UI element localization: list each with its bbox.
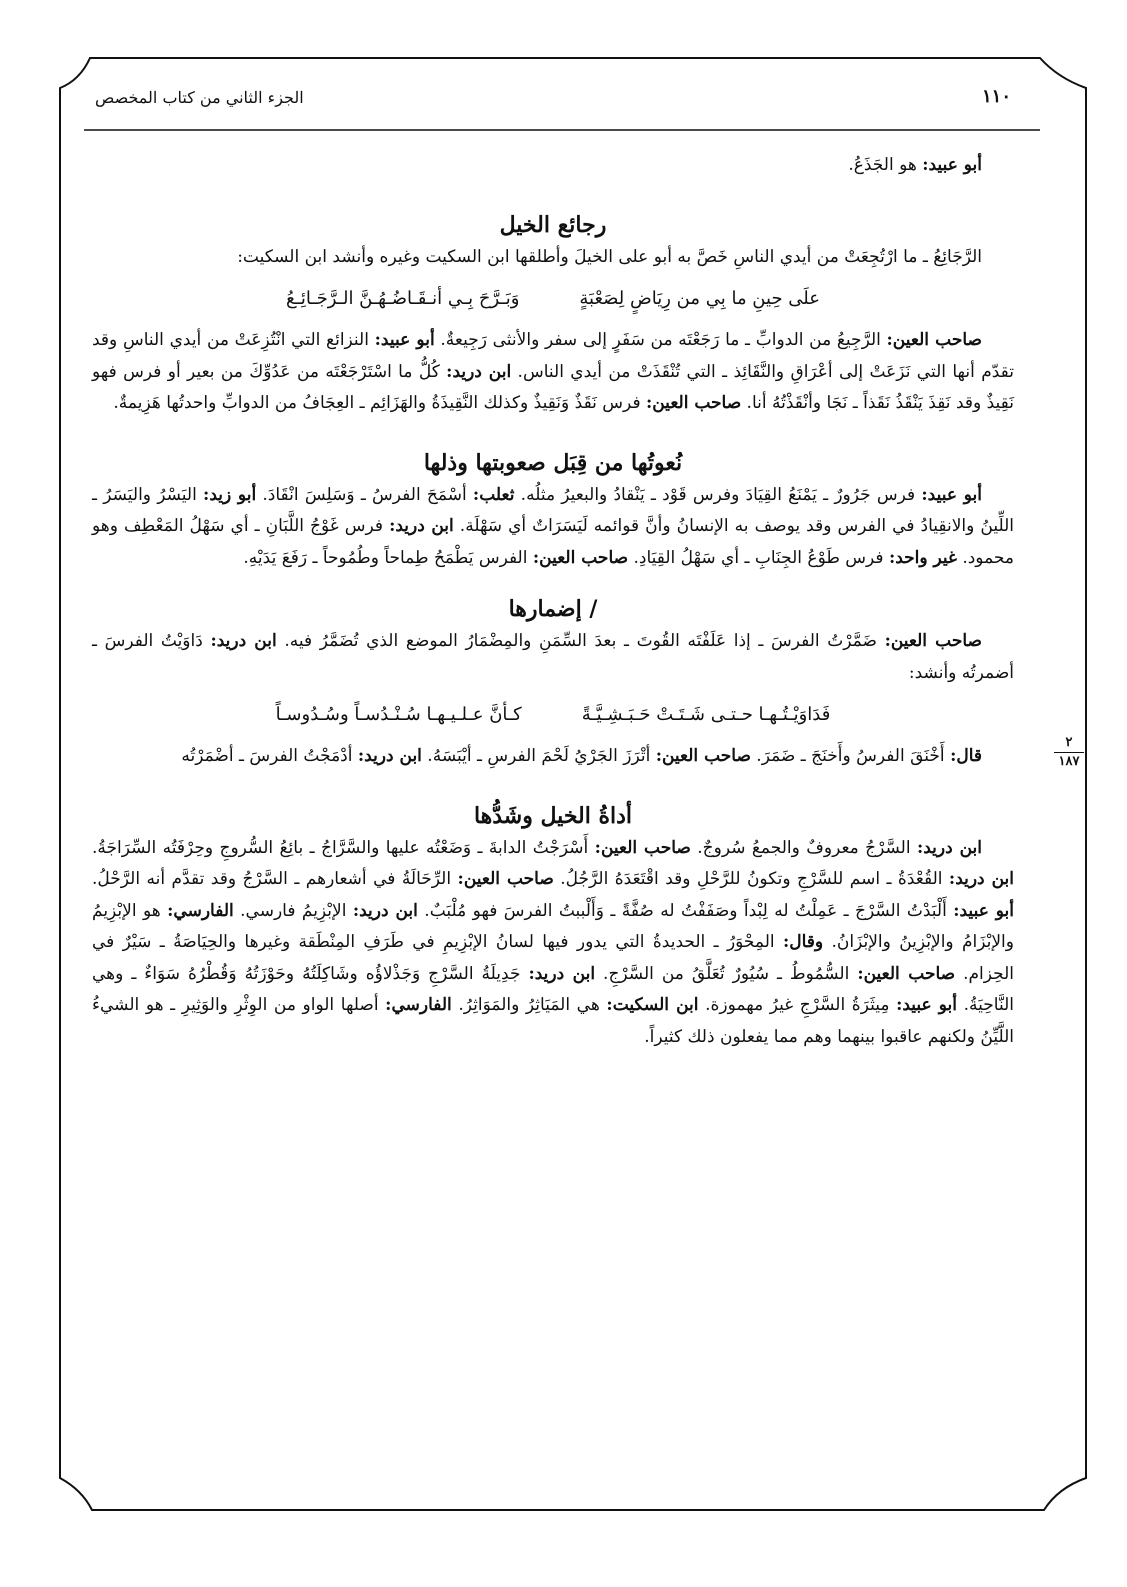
- verse-hemistich-second: كـأنَّ عـلـيـهـا سُـنْـدُسـاً وسُـدُوسـاً: [275, 704, 522, 725]
- paragraph-text: أَخْنَقَ الفرسُ وأَخنَجَ ـ ضَمَرَ.: [750, 746, 951, 766]
- margin-folio-note: [1052, 736, 1086, 769]
- section-heading-idmar: / إضمارها: [508, 596, 598, 622]
- speaker-label: ابن السكيت:: [606, 995, 699, 1015]
- speaker-label: صاحب العين:: [884, 631, 982, 651]
- speaker-label: أبو عبيد:: [374, 330, 435, 350]
- paragraph-text: أَلْبَدْتُ السَّرْجَ ـ عَمِلْتُ له لِبْداً وصَفَفْتُ له صُفَّةً ـ وَأَلْببتُ الفرسَ فهو مُلْبَبٌ.: [417, 900, 954, 921]
- verse-hemistich-first: علَى حِينِ ما بِي من رِيَاضٍ لِصَعْبَةٍ: [579, 288, 820, 309]
- paragraph-text: ضَمَّرْتُ الفرسَ ـ إذا عَلَفْتَه القُوتَ ـ بعدَ السِّمَنِ والمِضْمَارُ الموضع الذي تُضَمَّرُ فيه.: [276, 631, 885, 651]
- paragraph-text: اليَسْرُ واليَسَرُ ـ اللِّينُ والانقِيادُ في الفرس وقد يوصف به الإنسانُ وأنَّ قوائمه لَيَسَرَاتٌ أي سَهْلَة.: [92, 484, 1015, 536]
- speaker-label: ابن دريد:: [352, 900, 418, 921]
- paragraph-text: أتْرَزَ الجَرْيُ لَحْمَ الفرسِ ـ أيْبَسَهُ.: [421, 746, 656, 766]
- section3-paragraph-2: [92, 741, 1014, 773]
- page-body: [92, 150, 1014, 1053]
- paragraph-text: المِحْوَرُ ـ الحديدةُ التي يدور فيها لسانُ الإبْزِيمِ في طَرَفِ المِنْطَقة وغيرها والحِيَاصَةُ ـ سَيْرٌ في الحِزام.: [92, 932, 1015, 984]
- paragraph-text: النزائع التي انْتُزِعَتْ من أيدي الناسِ وقد تقدّم أنها التي نَزَعَتْ إلى أعْرَاقِ والنَّقَائِذ ـ التي تُنْقَذَتْ من أيدي الناس.: [92, 330, 1014, 382]
- paragraph-text: أَسْرَجْتُ الدابةَ ـ وَضَعْتُه عليها والسَّرَّاجُ ـ بائِعُ السُّروجِ وحِرْفَتُه السِّرَاجَةُ.: [92, 837, 595, 858]
- speaker-label: ابن دريد:: [948, 869, 1014, 889]
- speaker-label: صاحب العين:: [645, 393, 742, 413]
- paragraph-text: الرَّجِيعُ من الدوابِّ ـ ما رَجَعْتَه من سَفَرٍ إلى سفر والأنثى رَجِيعةٌ.: [434, 330, 887, 350]
- speaker-label: قال:: [950, 746, 982, 766]
- paragraph-text: دَاوَيْتُ الفرسَ ـ أضمرتُه وأنشد:: [92, 631, 1014, 683]
- verse-line: [92, 699, 1014, 731]
- section1-paragraph-1: الرَّجَائِعُ ـ ما ارْتُجِعَتْ من أيدي الناسِ خَصَّ به أبو على الخيلَ وأطلقها ابن السكيت وغيره وأنشد ابن السكيت:: [237, 246, 982, 267]
- paragraph-text: فرس نَقَذٌ وَنَقِيذٌ وكذلك النَّقِيذَةُ والهَزَائِم ـ العِجَافُ من الدوابِّ واحدتُها هَزِيمةٌ.: [113, 393, 646, 413]
- speaker-label: صاحب العين:: [886, 330, 982, 350]
- section1-paragraph-2: [92, 325, 1014, 420]
- speaker-label: ابن دريد:: [528, 963, 596, 984]
- margin-note-rule: [1054, 752, 1084, 753]
- section2-paragraph: [92, 480, 1014, 575]
- paragraph-text: القُعْدَةُ ـ اسم للسَّرْجِ وتكونُ للرَّحْلِ وقد اقْتَعَدَهُ الرَّجُلُ.: [553, 869, 949, 889]
- margin-note-bottom: ١٨٧: [1058, 754, 1080, 769]
- speaker-label: صاحب العين:: [594, 837, 691, 858]
- paragraph-text: كُلُّ ما اسْتَرْجَعْتَه من عَدُوِّكَ من بعير أو فرس فهو نَقِيذٌ وقد نَقِذَ يَنْقَذُ نَقَذاً ـ نَجَا وأنْقَذْتُهُ أنا.: [92, 361, 1014, 413]
- paragraph-text: جَدِيلَةُ السَّرْجِ وَجَذْلاؤُه وشَاكِلَتُهُ وحَوْزَتُهُ وَقُطْرُهُ سَوَاءٌ ـ وهي النَّاحِيَةُ.: [92, 963, 1015, 1015]
- speaker-label: أبو عبيد:: [921, 484, 982, 505]
- speaker-label: ابن دريد:: [357, 746, 422, 766]
- paragraph-text: أصلها الواو من الوِثْرِ والوَثِيرِ ـ هو الشيءُ اللَّيِّنُ ولكنهم عاقبوا بينهما وهم مما يفعلون ذلك كثيراً.: [92, 995, 1014, 1047]
- section3-paragraph-1: [92, 626, 1014, 689]
- speaker-label: صاحب العين:: [655, 746, 751, 766]
- speaker-label: ابن دريد:: [210, 631, 277, 651]
- paragraph-text: فرس غَوْجُ اللَّبَانِ ـ أي سَهْلُ المَعْطِف وهو محمود.: [92, 516, 1014, 568]
- running-title: الجزء الثاني من كتاب المخصص: [95, 88, 304, 107]
- paragraph-text: هو الجَذَعُ.: [848, 155, 923, 175]
- speaker-label: الفارسي:: [385, 995, 452, 1015]
- paragraph-text: الفرس يَطْمَحُ طِماحاً وطُمُوحاً ـ رَفَعَ يَدَيْهِ.: [243, 547, 533, 568]
- paragraph-text: الإبْزِيمُ فارسي.: [233, 900, 353, 921]
- speaker-label: صاحب العين:: [457, 869, 554, 889]
- speaker-label: أبو عبيد:: [896, 995, 958, 1015]
- speaker-label: ابن دريد:: [446, 361, 512, 382]
- section-heading-adat: أداةُ الخيل وشَدُّها: [473, 802, 633, 829]
- paragraph-text: مِيثَرَةُ السَّرْجِ غيرُ مهموزة.: [698, 995, 897, 1015]
- speaker-label: صاحب العين:: [532, 547, 629, 568]
- verse-line: [92, 283, 1014, 315]
- intro-paragraph: [92, 150, 1014, 182]
- paragraph-text: السُّمُوطُ ـ سُيُورٌ تُعَلَّقُ من السَّرْجِ.: [595, 963, 858, 984]
- paragraph-text: أدْمَجْتُ الفرسَ ـ أضْمَرْتُه: [181, 746, 358, 766]
- paragraph-text: فرس طَوْعُ الجِنَابِ ـ أي سَهْلُ القِيَادِ.: [628, 547, 889, 568]
- paragraph-text: الرِّحَالَةُ في أشعارهم ـ السَّرْجُ وقد تقدَّم أنه الرَّحْلُ.: [92, 869, 458, 889]
- paragraph-text: هي المَيَاثِرُ والمَوَاثِرُ.: [451, 995, 607, 1015]
- speaker-label: ابن دريد:: [389, 516, 454, 536]
- speaker-label: غير واحد:: [888, 547, 957, 568]
- speaker-label: ابن دريد:: [916, 837, 983, 858]
- margin-note-top: ٢: [1065, 735, 1073, 750]
- section4-paragraph: [92, 833, 1014, 1054]
- paragraph-text: أسْمَحَ الفرسُ ـ وَسَلِسَ انْقَادَ.: [256, 484, 473, 505]
- verse-hemistich-second: وَبَـرَّحَ بِـي أنـقَـاضُـهُـنَّ الـرَّجَـائِـعُ: [286, 288, 520, 309]
- section-heading-nuoot: نُعوتُها من قِبَل صعوبتها وذلها: [423, 449, 683, 476]
- paragraph-text: هو الإبْزِيمُ والإبْزَامُ والإبْزِينُ والإبْزَانُ.: [92, 900, 1014, 952]
- speaker-label: ثعلب:: [472, 484, 515, 505]
- speaker-label: صاحب العين:: [857, 963, 956, 984]
- speaker-label: أبو عبيد:: [953, 900, 1014, 921]
- speaker-label: الفارسي:: [167, 900, 234, 921]
- section-heading-rajaie: رجائع الخيل: [499, 211, 607, 238]
- speaker-label: وقال:: [783, 932, 824, 952]
- paragraph-text: السَّرْجُ معروفٌ والجمعُ سُروجٌ.: [690, 837, 917, 858]
- paragraph-text: فرس جَرُورٌ ـ يَمْنَعُ القِيَادَ وفرس قَوْد ـ يَنْقادُ والبعيرُ مثلُه.: [514, 484, 922, 505]
- speaker-label: أبو زيد:: [203, 484, 257, 505]
- speaker-label: أبو عبيد:: [922, 155, 982, 175]
- page-number: ١١٠: [981, 86, 1011, 107]
- verse-hemistich-first: فَدَاوَيْـتُـهـا حـتـى شَـتَـتْ حَـبَـشِـيَّـةً: [581, 704, 831, 725]
